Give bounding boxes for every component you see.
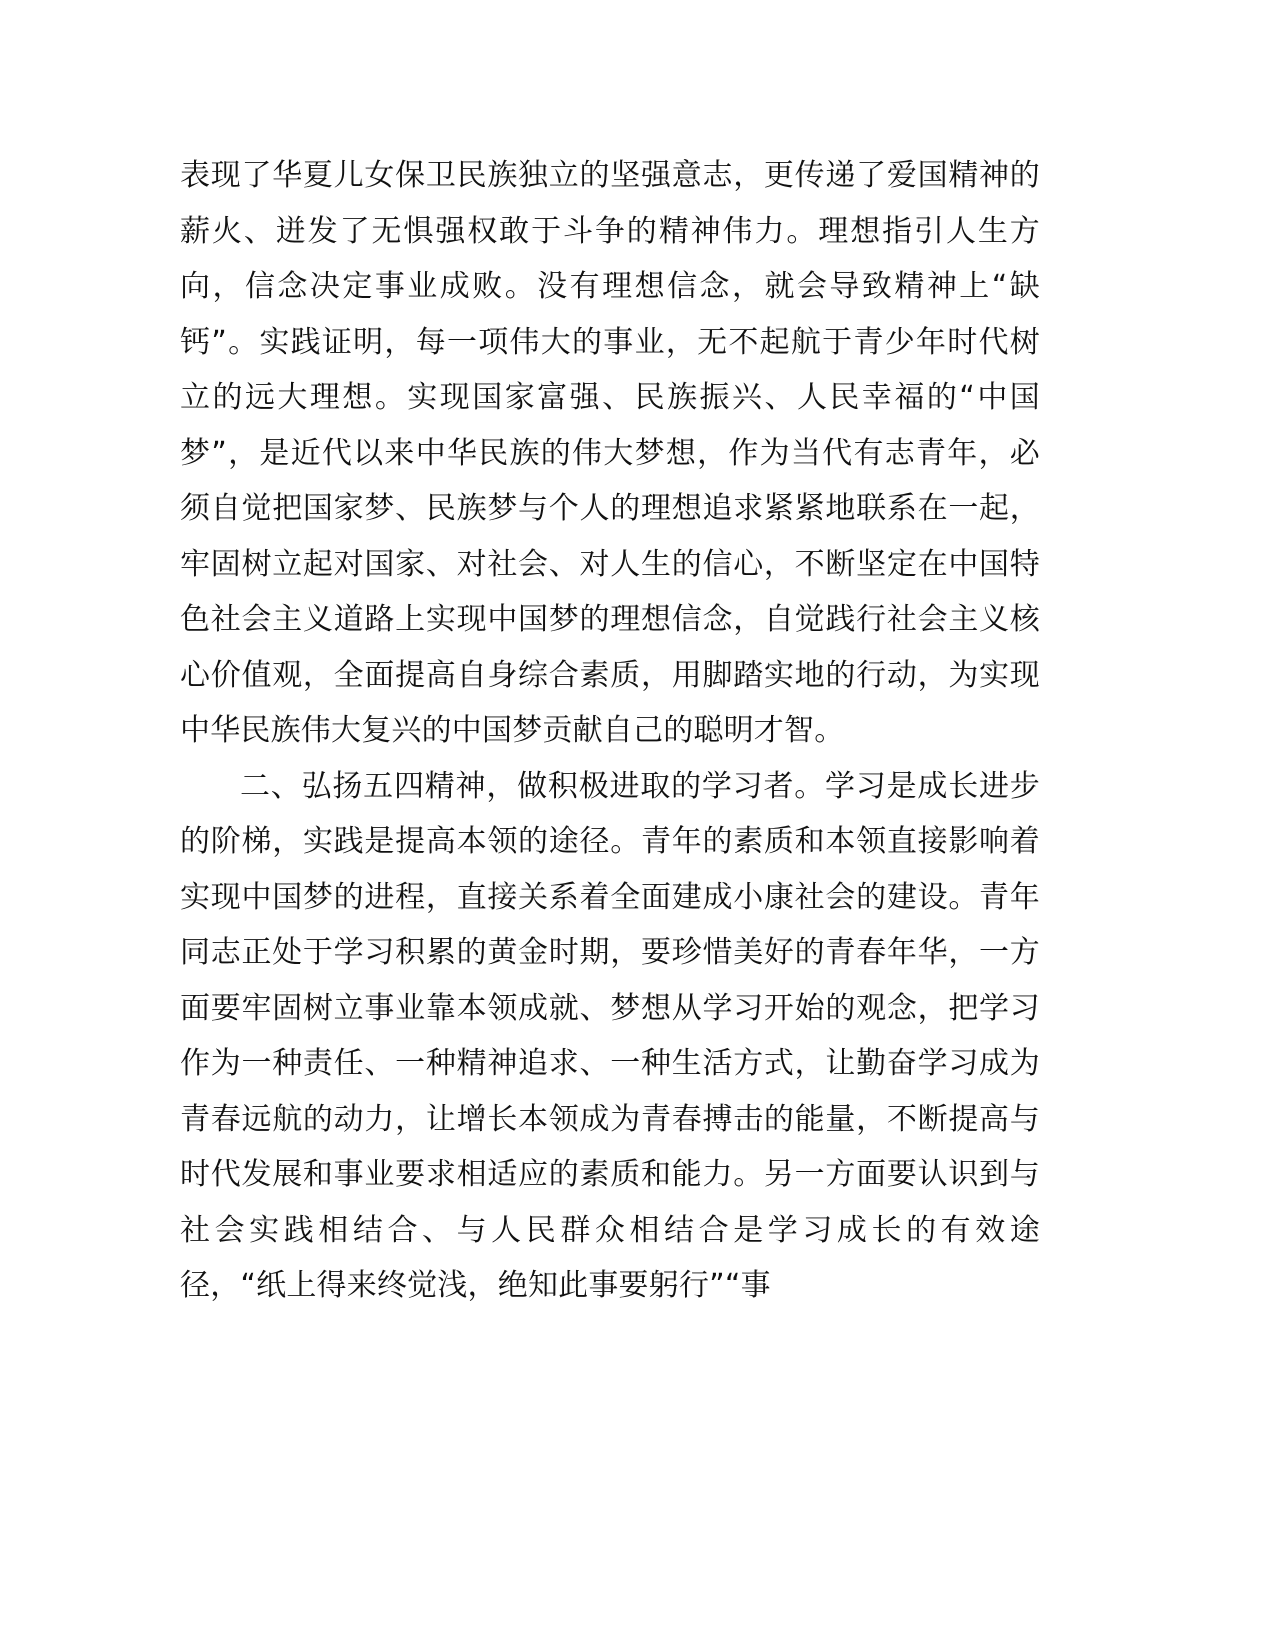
body-text [180,148,1040,1314]
paragraph-section-two: 二、弘扬五四精神，做积极进取的学习者。学习是成长进步的阶梯，实践是提高本领的途径。青年的素质和本领直接影响着实现中国梦的进程，直接关系着全面建成小康社会的建设。青年同志正处于学习积累的黄金时期，要珍惜美好的青春年华，一方面要牢固树立事业靠本领成就、梦想从学习开始的观念，把学习作为一种责任、一种精神追求、一种生活方式，让勤奋学习成为青春远航的动力，让增长本领成为青春搏击的能量，不断提高与时代发展和事业要求相适应的素质和能力。另一方面要认识到与社会实践相结合、与人民群众相结合是学习成长的有效途径，“纸上得来终觉浅，绝知此事要躬行”“事 [180,768,1040,1303]
paragraph-continued: 表现了华夏儿女保卫民族独立的坚强意志，更传递了爱国精神的薪火、迸发了无惧强权敢于斗争的精神伟力。理想指引人生方向，信念决定事业成败。没有理想信念，就会导致精神上“缺钙”。实践证明，每一项伟大的事业，无不起航于青少年时代树立的远大理想。实现国家富强、民族振兴、人民幸福的“中国梦”，是近代以来中华民族的伟大梦想，作为当代有志青年，必须自觉把国家梦、民族梦与个人的理想追求紧紧地联系在一起，牢固树立起对国家、对社会、对人生的信心，不断坚定在中国特色社会主义道路上实现中国梦的理想信念，自觉践行社会主义核心价值观，全面提高自身综合素质，用脚踏实地的行动，为实现中华民族伟大复兴的中国梦贡献自己的聪明才智。 [180,158,1040,748]
